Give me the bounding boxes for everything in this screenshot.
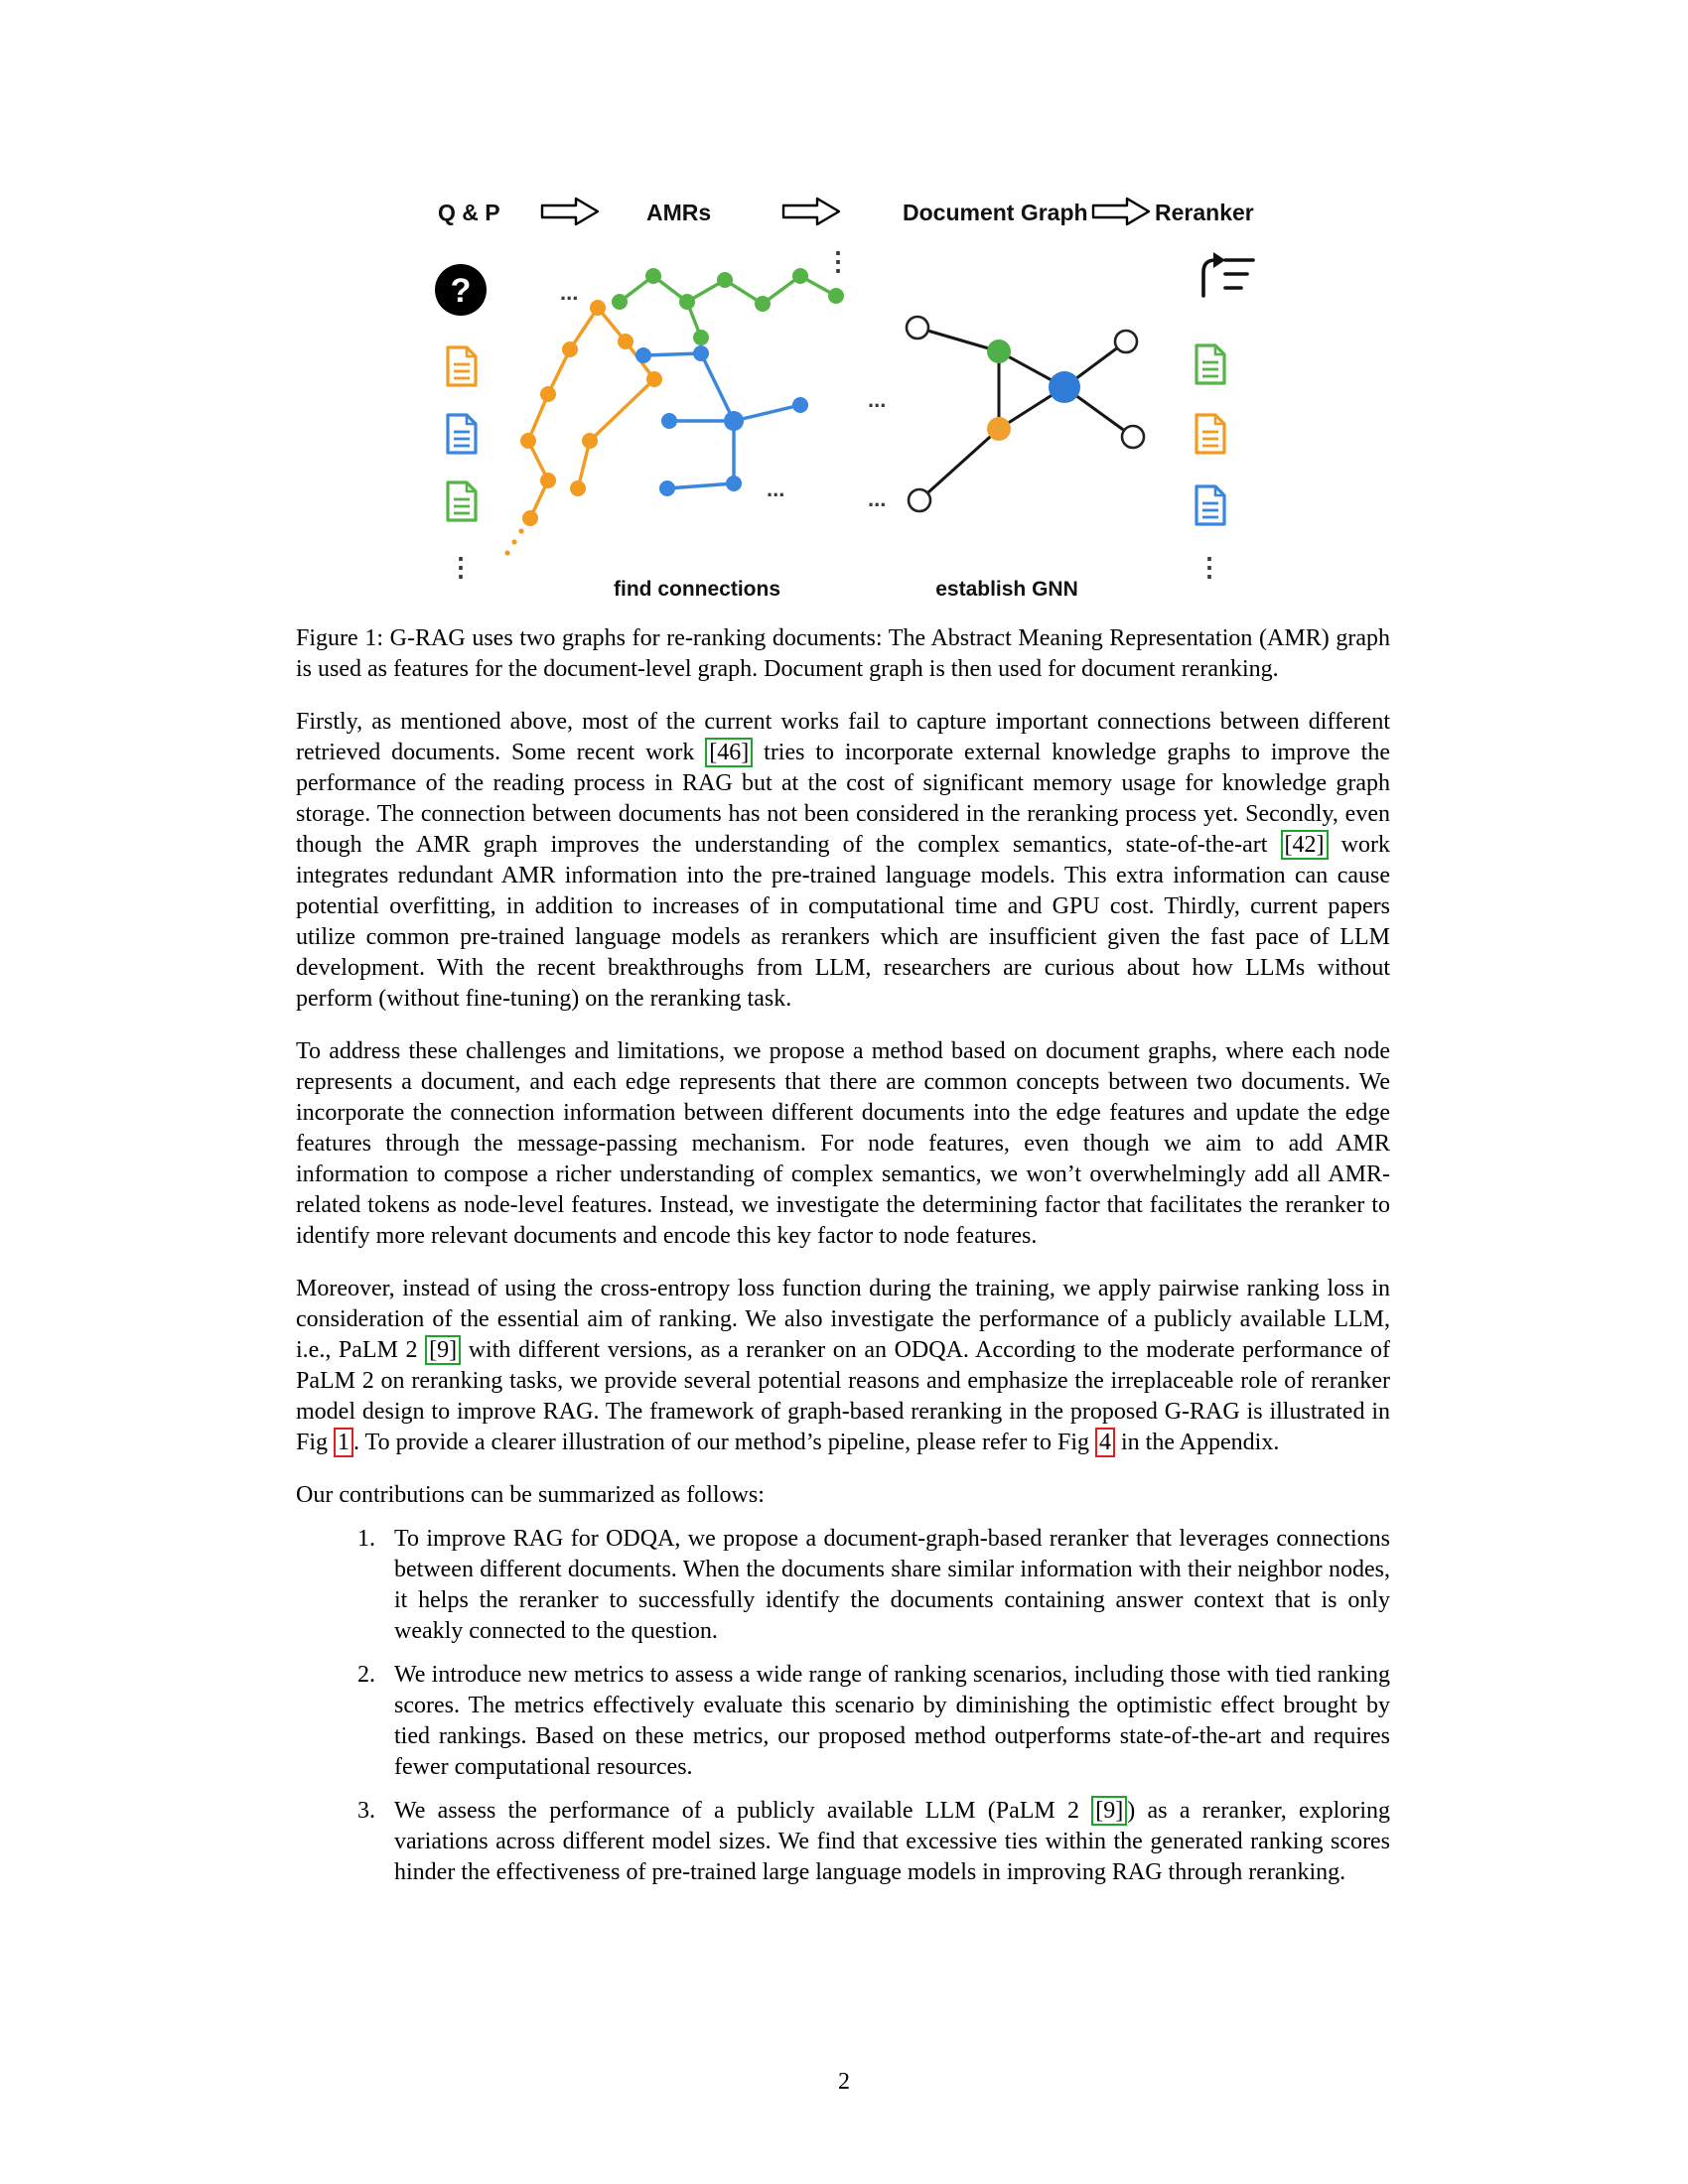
list-item-number: 2. [357, 1662, 375, 1688]
text-run: with different versions, as a reranker on an ODQA. According to the moderate performance of PaLM 2 on reranking tasks, we provide several potential reasons and emphasize the irreplaceable role of reranker model design to improve RAG. The framework of graph-based reranking in the proposed G-RAG is illustrated in Fig [296, 1337, 1390, 1455]
citation-ref[interactable]: [9] [1091, 1796, 1127, 1826]
list-item-number: 3. [357, 1798, 375, 1824]
label-reranker: Reranker [1155, 200, 1254, 225]
text-run: tries to incorporate external knowledge graphs to improve the performance of the reading process in RAG but at the cost of significant memory usage for knowledge graph storage. The connection between documents has not been considered in the reranking process yet. Secondly, even though the AMR graph improves the understanding of the complex semantics, state-of-the-art [296, 740, 1390, 858]
contributions-list [296, 1524, 1390, 1888]
label-document-graph: Document Graph [903, 200, 1088, 225]
doc-node-white [907, 317, 928, 339]
reranker-icon [1203, 252, 1253, 296]
label-establish-gnn: establish GNN [935, 578, 1078, 601]
figure-diagram [431, 191, 1275, 606]
text-run: work integrates redundant AMR information into the pre-trained language models. This extra information can cause potential overfitting, in addition to increases of in computational time and GPU cost. Thirdly, current papers utilize common pre-trained language models as rerankers which are insufficient given the fast pace of LLM development. With the recent breakthroughs from LLM, researchers are curious about how LLMs without perform (without fine-tuning) on the reranking task. [296, 832, 1391, 1012]
doc-node-green [987, 340, 1011, 363]
list-item-text [394, 1524, 1390, 1647]
ellipsis: ... [767, 477, 785, 501]
doc-node-white [1122, 426, 1144, 448]
citation-ref[interactable]: [9] [425, 1335, 461, 1365]
doc-node-orange [987, 417, 1011, 441]
ellipsis: ... [868, 486, 887, 511]
text-run: Firstly, as mentioned above, most of the current works fail to capture important connections between different retrieved documents. Some recent work [296, 709, 1390, 765]
document-icon-green [448, 482, 476, 520]
doc-node-white [909, 489, 930, 511]
list-item-text [394, 1660, 1390, 1783]
document-graph [907, 317, 1144, 511]
text-run: . To provide a clearer illustration of our method’s pipeline, please refer to Fig [353, 1430, 1096, 1455]
text-column [296, 191, 1390, 1888]
flow-arrow-icon [783, 199, 839, 224]
citation-ref[interactable]: 4 [1095, 1428, 1115, 1457]
contributions-intro: Our contributions can be summarized as follows: [296, 1482, 765, 1508]
list-item-number: 1. [357, 1526, 375, 1552]
ellipsis: ... [560, 280, 579, 305]
citation-ref[interactable]: [42] [1281, 830, 1329, 860]
flow-arrow-icon [542, 199, 598, 224]
label-find-connections: find connections [614, 578, 780, 601]
document-icon-orange [1196, 415, 1224, 453]
text-run: To address these challenges and limitations, we propose a method based on document graphs, where each node represents a document, and each edge represents that there are common concepts between two documents. We incorporate the connection information between different documents into the edge features and update the edge features through the message-passing mechanism. For node features, even though we aim to add AMR information to compose a richer understanding of complex semantics, we won’t overwhelmingly add all AMR-related tokens as node-level features. Instead, we investigate the determining factor that facilitates the reranker to identify more relevant documents and encode this key factor to node features. [296, 1038, 1390, 1249]
doc-node-white [1115, 331, 1137, 352]
document-icon-blue [448, 415, 476, 453]
question-icon [435, 264, 487, 316]
list-item [296, 1524, 1390, 1647]
vertical-ellipsis: ⋮ [448, 552, 474, 582]
list-item [296, 1796, 1390, 1888]
paragraph-address [296, 1036, 1390, 1252]
paragraph-firstly [296, 707, 1390, 1015]
document-icon-green [1196, 345, 1224, 383]
page-number: 2 [838, 2069, 850, 2095]
list-item [296, 1660, 1390, 1783]
vertical-ellipsis: ⋮ [1196, 552, 1222, 582]
text-run: in the Appendix. [1115, 1430, 1280, 1455]
citation-ref[interactable]: [46] [705, 738, 753, 767]
svg-text:?: ? [450, 272, 472, 310]
document-icon-blue [1196, 486, 1224, 524]
vertical-ellipsis: ⋮ [825, 246, 851, 276]
text-run: We introduce new metrics to assess a wide range of ranking scenarios, including those with tied ranking scores. The metrics effectively evaluate this scenario by diminishing the optimistic effect brought by tied rankings. Based on these metrics, our proposed method outperforms state-of-the-art and requires fewer computational resources. [394, 1662, 1390, 1780]
ellipsis: ... [868, 387, 887, 412]
amr-graph-green [612, 268, 844, 345]
paragraph-moreover [296, 1274, 1390, 1458]
text-run: Moreover, instead of using the cross-entropy loss function during the training, we apply pairwise ranking loss in consideration of the essential aim of ranking. We also investigate the performance of a publicly available LLM, i.e., PaLM 2 [296, 1276, 1390, 1363]
amr-graph-blue [635, 345, 808, 496]
text-run: ) as a reranker, exploring variations across different model sizes. We find that excessive ties within the generated ranking scores hinder the effectiveness of pre-trained large language models in improving RAG through reranking. [394, 1798, 1391, 1885]
figure-caption: Figure 1: G-RAG uses two graphs for re-ranking documents: The Abstract Meaning Representation (AMR) graph is used as features for the document-level graph. Document graph is then used for document reranking. [296, 625, 1390, 682]
label-amrs: AMRs [646, 200, 712, 225]
citation-ref[interactable]: 1 [334, 1428, 353, 1457]
text-run: To improve RAG for ODQA, we propose a document-graph-based reranker that leverages connections between different documents. When the documents share similar information with their neighbor nodes, it helps the reranker to successfully identify the documents containing answer context that is only weakly connected to the question. [394, 1526, 1390, 1644]
figure-1 [296, 191, 1390, 610]
list-item-text [394, 1796, 1390, 1888]
document-icon-orange [448, 347, 476, 385]
amr-graph-orange [504, 300, 662, 556]
flow-arrow-icon [1093, 199, 1149, 224]
label-q-and-p: Q & P [438, 200, 500, 225]
text-run: We assess the performance of a publicly available LLM (PaLM 2 [394, 1798, 1092, 1824]
doc-node-blue [1049, 371, 1080, 403]
